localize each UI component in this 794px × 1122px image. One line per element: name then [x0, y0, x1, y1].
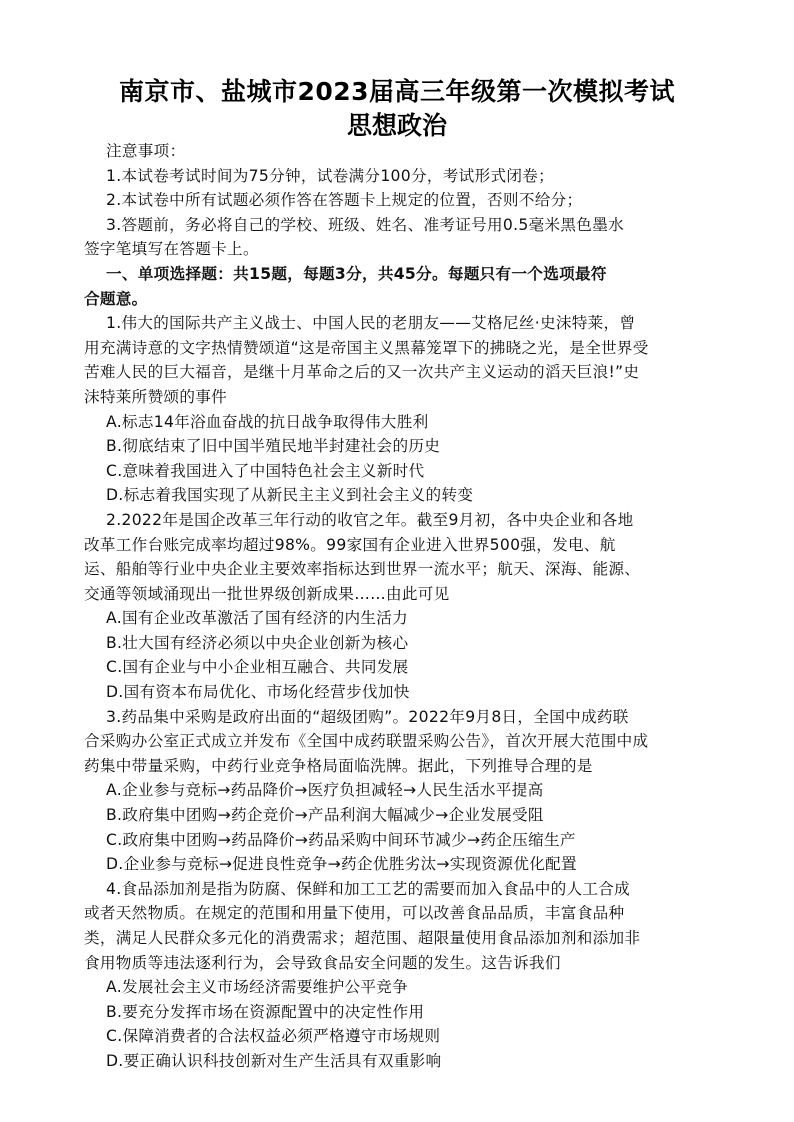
option-a: A.标志14年浴血奋战的抗日战争取得伟大胜利 [106, 412, 429, 431]
question-stem: 类，满足人民群众多元化的消费需求；超范围、超限量使用食品添加剂和添加非 [84, 929, 641, 947]
exam-title: 南京市、盐城市2023届高三年级第一次模拟考试 [118, 77, 676, 106]
option-b: B.政府集中团购→药企竞价→产品利润大幅减少→企业发展受阻 [106, 806, 544, 825]
option-c: C.保障消费者的合法权益必须严格遵守市场规则 [106, 1027, 441, 1046]
question-stem: 4.食品添加剂是指为防腐、保鲜和加工工艺的需要而加入食品中的人工合成 [106, 879, 631, 898]
option-a: A.发展社会主义市场经济需要维护公平竞争 [106, 978, 409, 997]
option-d: D.企业参与竞标→促进良性竞争→药企优胜劣汰→实现资源优化配置 [106, 855, 577, 874]
option-b: B.壮大国有经济必须以中央企业创新为核心 [106, 633, 409, 652]
option-d: D.国有资本布局优化、市场化经营步伐加快 [106, 683, 410, 702]
question-3 [84, 705, 714, 877]
option-d: D.标志着我国实现了从新民主主义到社会主义的转变 [106, 486, 474, 505]
question-stem: 食用物质等违法逐利行为，会导致食品安全问题的发生。这告诉我们 [84, 953, 561, 972]
question-stem: 苦难人民的巨大福音，是继十月革命之后的又一次共产主义运动的滔天巨浪!”史 [84, 363, 640, 382]
notice-item: 签字笔填写在答题卡上。 [84, 240, 259, 259]
option-c: C.政府集中团购→药品降价→药品采购中间环节减少→药企压缩生产 [106, 830, 576, 849]
option-b: B.要充分发挥市场在资源配置中的决定性作用 [106, 1002, 425, 1021]
section-heading: 一、单项选择题：共15题，每题3分，共45分。每题只有一个选项最符 [106, 264, 607, 283]
question-stem: 药集中带量采购，中药行业竞争格局面临洗牌。据此，下列推导合理的是 [84, 756, 593, 775]
notice-item: 2.本试卷中所有试题必须作答在答题卡上规定的位置，否则不给分； [106, 191, 583, 210]
option-d: D.要正确认识科技创新对生产生活具有双重影响 [106, 1051, 442, 1070]
option-c: C.国有企业与中小企业相互融合、共同发展 [106, 658, 409, 677]
section-heading-cont: 合题意。 [84, 289, 148, 308]
question-stem: 2.2022年是国企改革三年行动的收官之年。截至9月初，各中央企业和各地 [106, 510, 634, 529]
question-stem: 或者天然物质。在规定的范围和用量下使用，可以改善食品品质，丰富食品种 [84, 904, 625, 923]
notice-item: 3.答题前，务必将自己的学校、班级、姓名、准考证号用0.5毫米黑色墨水 [106, 215, 624, 234]
option-a: A.国有企业改革激活了国有经济的内生活力 [106, 609, 409, 628]
question-4 [84, 877, 714, 1074]
question-stem: 3.药品集中采购是政府出面的“超级团购”。2022年9月8日，全国中成药联 [106, 707, 629, 726]
question-stem: 交通等领域涌现出一批世界级创新成果……由此可见 [84, 584, 450, 603]
question-stem: 1.伟大的国际共产主义战士、中国人民的老朋友——艾格尼丝·史沫特莱，曾 [106, 314, 636, 333]
question-2 [84, 508, 714, 705]
question-stem: 改革工作台账完成率均超过98%。99家国有企业进入世界500强，发电、航 [84, 535, 616, 554]
question-stem: 合采购办公室正式成立并发布《全国中成药联盟采购公告》，首次开展大范围中成 [84, 732, 649, 751]
notice-heading: 注意事项： [106, 142, 186, 160]
exam-body [84, 139, 714, 1074]
option-c: C.意味着我国进入了中国特色社会主义新时代 [106, 461, 425, 480]
notice-item: 1.本试卷考试时间为75分钟，试卷满分100分，考试形式闭卷； [106, 166, 555, 185]
question-stem: 沫特莱所赞颂的事件 [84, 387, 228, 406]
question-1 [84, 311, 714, 508]
question-stem: 运、船舶等行业中央企业主要效率指标达到世界一流水平；航天、深海、能源、 [84, 560, 641, 579]
option-b: B.彻底结束了旧中国半殖民地半封建社会的历史 [106, 437, 441, 456]
exam-subject: 思想政治 [346, 111, 447, 140]
question-stem: 用充满诗意的文字热情赞颂道“这是帝国主义黑幕笼罩下的拂晓之光，是全世界受 [84, 338, 649, 357]
option-a: A.企业参与竞标→药品降价→医疗负担减轻→人民生活水平提高 [106, 781, 544, 800]
